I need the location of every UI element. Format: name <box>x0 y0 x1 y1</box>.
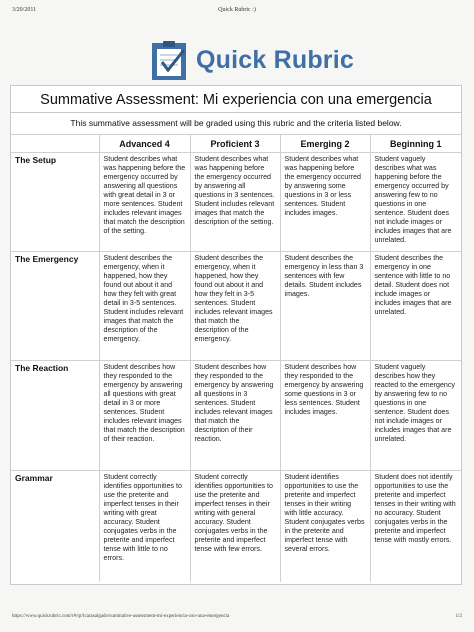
rubric-sheet <box>10 85 462 585</box>
criteria-cell: Student correctly identifies opportunities to use the preterite and imperfect tenses in their writing with general accuracy. Student conjugates verbs in the preterite and imperfect tense with few errors. <box>190 471 280 583</box>
criteria-cell: Student describes the emergency in less than 3 sentences with few details. Student includes images. <box>280 252 370 361</box>
criteria-cell: Student describes how they responded to the emergency by answering some questions in 3 or less sentences. Student includes images. <box>280 361 370 471</box>
criteria-cell: Student does not identify opportunities to use the preterite and imperfect tenses in their writing with no accuracy. Student conjugates verbs in the preterite and imperfect tense with mostly errors. <box>370 471 461 583</box>
criteria-cell: Student describes the emergency, when it happened, how they found out about it and how they felt with great detail in 3-5 sentences. Student includes relevant images that match the description of the emergency. <box>99 252 190 361</box>
criteria-cell: Student describes what was happening before the emergency occurred by answering all questions with great detail in 3 or more sentences. Student includes relevant images that match the description of the setting. <box>99 153 190 252</box>
criteria-cell: Student vaguely describes how they reacted to the emergency by answering few to no questions in one sentence. Student does not include images or includes images that are unrelated. <box>370 361 461 471</box>
print-header <box>12 7 462 19</box>
document-title: Summative Assessment: Mi experiencia con una emergencia <box>40 92 432 108</box>
column-header: Emerging 2 <box>280 135 370 153</box>
criteria-cell: Student describes what was happening before the emergency occurred by answering all questions in 3 sentences. Student includes relevant images that match the description of the setting. <box>190 153 280 252</box>
criteria-cell: Student correctly identifies opportunities to use the preterite and imperfect tenses in their writing with great accuracy. Student conjugates verbs in the preterite and imperfect tense with little to no errors. <box>99 471 190 583</box>
rubric-header-row <box>11 135 461 153</box>
rubric-row <box>11 361 461 471</box>
row-label: The Emergency <box>11 252 99 361</box>
rubric-row <box>11 153 461 252</box>
logo-text: Quick Rubric <box>196 46 354 74</box>
rubric-table <box>11 134 461 582</box>
criteria-cell: Student describes how they responded to the emergency by answering all questions with great detail in 3 or more sentences. Student includes relevant images that match the description of their reaction. <box>99 361 190 471</box>
criteria-cell: Student describes how they responded to the emergency by answering all questions in 3 sentences. Student includes relevant images that match the description of their reaction. <box>190 361 280 471</box>
rubric-row <box>11 471 461 583</box>
rubric-row <box>11 252 461 361</box>
row-label: The Reaction <box>11 361 99 471</box>
page-number: 1/2 <box>455 614 462 619</box>
corner-cell <box>11 135 99 153</box>
quick-rubric-logo <box>150 40 354 82</box>
print-page-title: Quick Rubric :) <box>218 7 256 13</box>
criteria-cell: Student describes the emergency, when it happened, how they found out about it and how they felt in 3-5 sentences. Student includes relevant images that match the description of the emergency. <box>190 252 280 361</box>
print-footer <box>12 614 462 624</box>
criteria-cell: Student describes the emergency in one sentence with little to no detail. Student does not include images or includes images that are unrelated. <box>370 252 461 361</box>
row-label: The Setup <box>11 153 99 252</box>
title-divider <box>11 112 461 113</box>
print-date: 3/20/2011 <box>12 7 37 13</box>
row-label: Grammar <box>11 471 99 583</box>
document-intro: This summative assessment will be graded using this rubric and the criteria listed below. <box>70 118 402 128</box>
criteria-cell: Student describes what was happening before the emergency occurred by answering some questions in 3 or less sentences. Student includes images. <box>280 153 370 252</box>
criteria-cell: Student vaguely describes what was happening before the emergency occurred by answering few to no questions in one sentence. Student does not include images or includes images that are unrelated. <box>370 153 461 252</box>
column-header: Proficient 3 <box>190 135 280 153</box>
column-header: Beginning 1 <box>370 135 461 153</box>
column-header: Advanced 4 <box>99 135 190 153</box>
page-url: https://www.quickrubric.com/r#/qr/lcarasalgado/summative-assessment-mi-experiencia-con-una-emergencia <box>12 614 230 619</box>
clipboard-check-icon <box>150 40 190 82</box>
criteria-cell: Student identifies opportunities to use the preterite and imperfect tenses in their writing with little accuracy. Student conjugates verbs in the preterite and imperfect tense with several errors. <box>280 471 370 583</box>
